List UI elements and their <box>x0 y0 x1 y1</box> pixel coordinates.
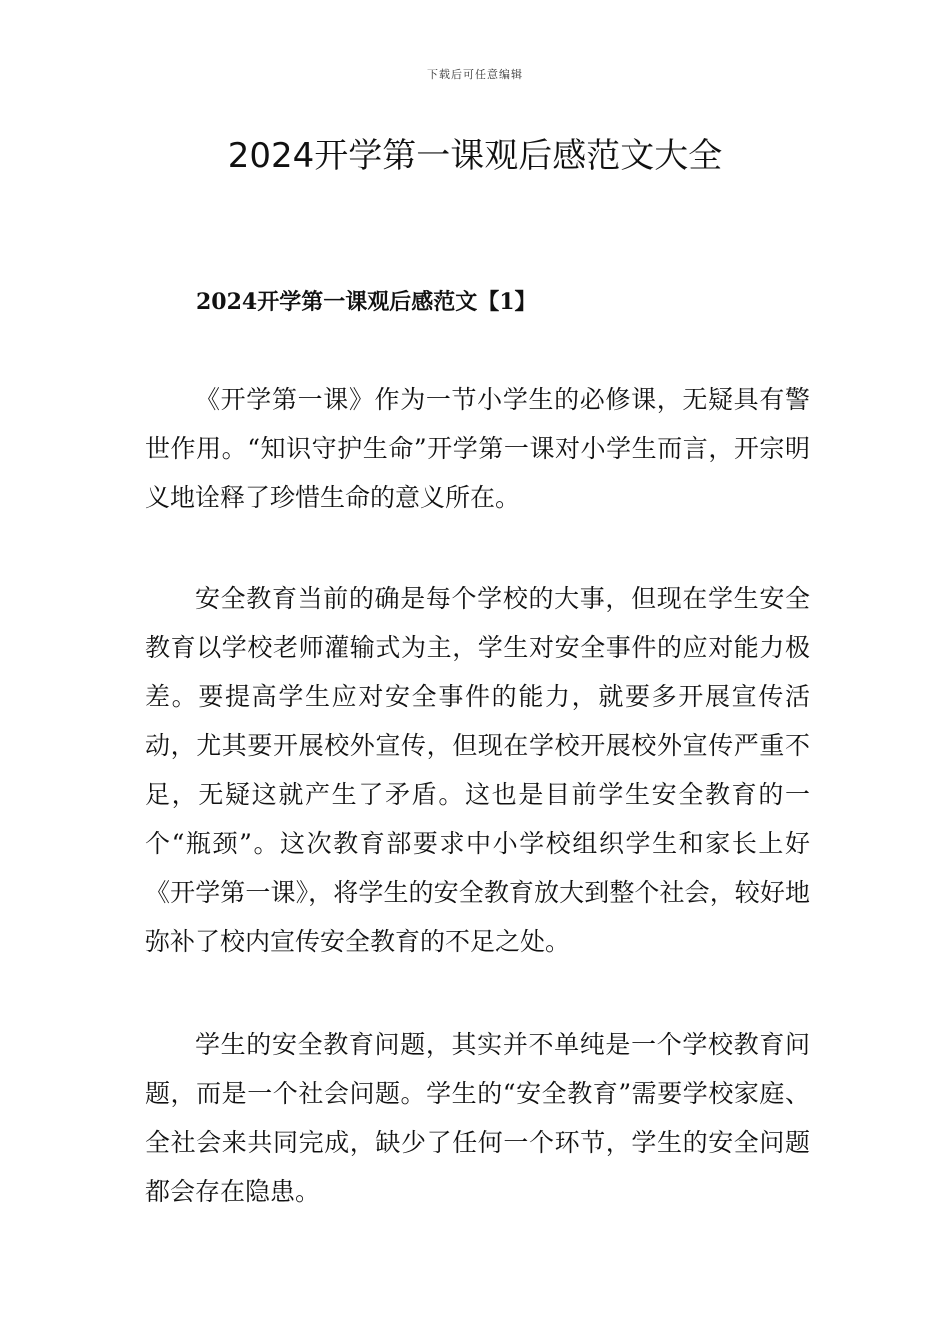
page-header-note: 下载后可任意编辑 <box>427 68 523 81</box>
paragraph-3: 学生的安全教育问题，其实并不单纯是一个学校教育问题，而是一个社会问题。学生的“安全教育”需要学校家庭、全社会来共同完成，缺少了任何一个环节，学生的安全问题都会存在隐患。 <box>145 1030 810 1206</box>
section-heading: 2024开学第一课观后感范文【1】 <box>196 289 537 315</box>
paragraph-1: 《开学第一课》作为一节小学生的必修课，无疑具有警世作用。“知识守护生命”开学第一课对小学生而言，开宗明义地诠释了珍惜生命的意义所在。 <box>145 385 810 512</box>
document-title: 2024开学第一课观后感范文大全 <box>227 136 723 176</box>
paragraph-2: 安全教育当前的确是每个学校的大事，但现在学生安全教育以学校老师灌输式为主，学生对安全事件的应对能力极差。要提高学生应对安全事件的能力，就要多开展宣传活动，尤其要开展校外宣传，但现在学校开展校外宣传严重不足，无疑这就产生了矛盾。这也是目前学生安全教育的一个“瓶颈”。这次教育部要求中小学校组织学生和家长上好《开学第一课》，将学生的安全教育放大到整个社会，较好地弥补了校内宣传安全教育的不足之处。 <box>145 584 810 956</box>
